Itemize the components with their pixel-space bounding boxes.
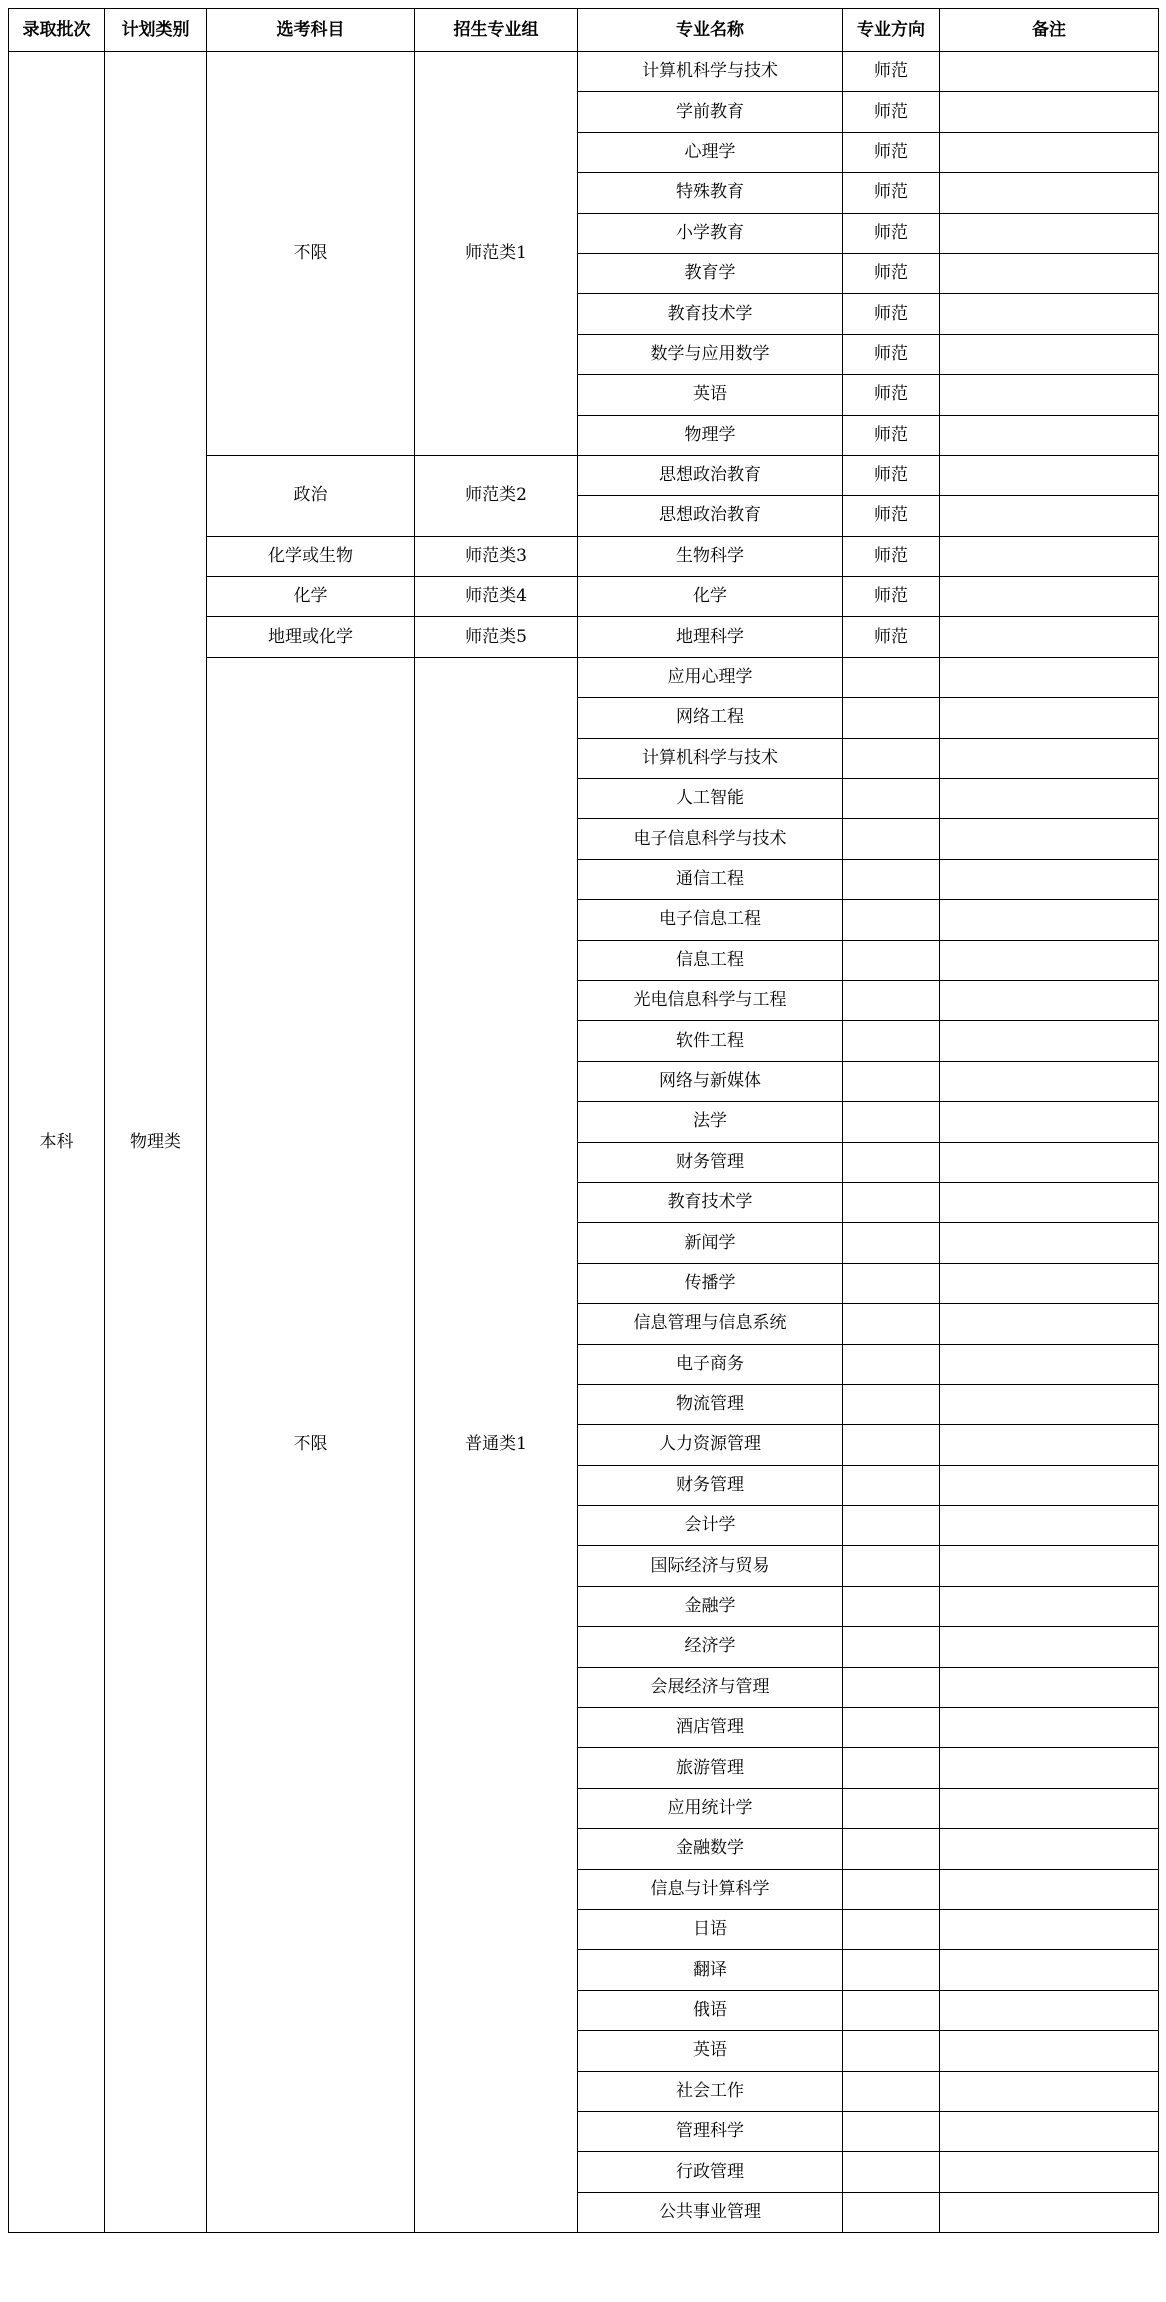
major-name-cell: 教育技术学 [578,1182,843,1222]
group-cell: 师范类2 [415,455,578,536]
plan-type-cell: 物理类 [105,52,207,2233]
note-cell [940,1506,1159,1546]
major-name-cell: 应用统计学 [578,1788,843,1828]
note-cell [940,213,1159,253]
note-cell [940,173,1159,213]
note-cell [940,1829,1159,1869]
major-name-cell: 法学 [578,1102,843,1142]
major-name-cell: 信息管理与信息系统 [578,1304,843,1344]
major-name-cell: 心理学 [578,132,843,172]
major-name-cell: 传播学 [578,1263,843,1303]
major-name-cell: 通信工程 [578,859,843,899]
note-cell [940,1182,1159,1222]
direction-cell [843,1182,940,1222]
direction-cell [843,1142,940,1182]
direction-cell [843,859,940,899]
note-cell [940,1627,1159,1667]
direction-cell [843,1586,940,1626]
direction-cell [843,1344,940,1384]
major-name-cell: 小学教育 [578,213,843,253]
major-name-cell: 行政管理 [578,2152,843,2192]
subject-cell: 化学或生物 [207,536,415,576]
group-cell: 师范类1 [415,52,578,456]
note-cell [940,1304,1159,1344]
direction-cell [843,819,940,859]
note-cell [940,577,1159,617]
note-cell [940,940,1159,980]
major-name-cell: 信息工程 [578,940,843,980]
note-cell [940,2031,1159,2071]
major-name-cell: 酒店管理 [578,1708,843,1748]
note-cell [940,2071,1159,2111]
header-note: 备注 [940,9,1159,52]
subject-cell: 政治 [207,455,415,536]
direction-cell [843,1829,940,1869]
note-cell [940,1546,1159,1586]
note-cell [940,92,1159,132]
note-cell [940,617,1159,657]
major-name-cell: 教育技术学 [578,294,843,334]
header-plan-type: 计划类别 [105,9,207,52]
major-name-cell: 电子信息科学与技术 [578,819,843,859]
direction-cell [843,940,940,980]
direction-cell [843,1465,940,1505]
direction-cell [843,779,940,819]
major-name-cell: 财务管理 [578,1142,843,1182]
major-name-cell: 光电信息科学与工程 [578,980,843,1020]
direction-cell [843,738,940,778]
major-name-cell: 英语 [578,375,843,415]
direction-cell: 师范 [843,536,940,576]
note-cell [940,2152,1159,2192]
major-name-cell: 公共事业管理 [578,2192,843,2232]
major-name-cell: 思想政治教育 [578,455,843,495]
major-name-cell: 学前教育 [578,92,843,132]
group-cell: 师范类4 [415,577,578,617]
major-name-cell: 思想政治教育 [578,496,843,536]
direction-cell: 师范 [843,496,940,536]
note-cell [940,132,1159,172]
note-cell [940,253,1159,293]
major-name-cell: 计算机科学与技术 [578,52,843,92]
note-cell [940,1142,1159,1182]
major-name-cell: 软件工程 [578,1021,843,1061]
major-name-cell: 应用心理学 [578,657,843,697]
header-direction: 专业方向 [843,9,940,52]
direction-cell: 师范 [843,253,940,293]
note-cell [940,2111,1159,2151]
header-subject: 选考科目 [207,9,415,52]
major-name-cell: 计算机科学与技术 [578,738,843,778]
batch-cell: 本科 [9,52,105,2233]
header-major: 专业名称 [578,9,843,52]
direction-cell [843,1667,940,1707]
note-cell [940,455,1159,495]
major-name-cell: 会计学 [578,1506,843,1546]
direction-cell: 师范 [843,52,940,92]
note-cell [940,738,1159,778]
major-name-cell: 人工智能 [578,779,843,819]
direction-cell [843,1061,940,1101]
note-cell [940,980,1159,1020]
note-cell [940,415,1159,455]
direction-cell: 师范 [843,213,940,253]
note-cell [940,779,1159,819]
direction-cell [843,2071,940,2111]
note-cell [940,1708,1159,1748]
major-name-cell: 物流管理 [578,1384,843,1424]
note-cell [940,294,1159,334]
note-cell [940,1465,1159,1505]
note-cell [940,1788,1159,1828]
direction-cell [843,698,940,738]
note-cell [940,1384,1159,1424]
group-cell: 师范类5 [415,617,578,657]
major-name-cell: 教育学 [578,253,843,293]
subject-cell: 不限 [207,52,415,456]
note-cell [940,496,1159,536]
direction-cell: 师范 [843,617,940,657]
major-name-cell: 经济学 [578,1627,843,1667]
major-name-cell: 管理科学 [578,2111,843,2151]
major-name-cell: 网络工程 [578,698,843,738]
note-cell [940,1667,1159,1707]
direction-cell [843,1546,940,1586]
table-header [9,9,1159,52]
header-batch: 录取批次 [9,9,105,52]
major-name-cell: 地理科学 [578,617,843,657]
direction-cell [843,980,940,1020]
subject-cell: 地理或化学 [207,617,415,657]
major-name-cell: 新闻学 [578,1223,843,1263]
subject-cell: 化学 [207,577,415,617]
direction-cell [843,2192,940,2232]
note-cell [940,1909,1159,1949]
direction-cell: 师范 [843,455,940,495]
direction-cell [843,1263,940,1303]
direction-cell [843,900,940,940]
direction-cell: 师范 [843,132,940,172]
major-name-cell: 日语 [578,1909,843,1949]
major-name-cell: 电子信息工程 [578,900,843,940]
direction-cell [843,1708,940,1748]
note-cell [940,1425,1159,1465]
direction-cell [843,1384,940,1424]
direction-cell: 师范 [843,577,940,617]
note-cell [940,1223,1159,1263]
major-name-cell: 化学 [578,577,843,617]
major-name-cell: 英语 [578,2031,843,2071]
direction-cell [843,1304,940,1344]
note-cell [940,375,1159,415]
note-cell [940,1869,1159,1909]
direction-cell [843,1102,940,1142]
major-name-cell: 俄语 [578,1990,843,2030]
direction-cell [843,1950,940,1990]
group-cell: 师范类3 [415,536,578,576]
direction-cell [843,1869,940,1909]
note-cell [940,52,1159,92]
direction-cell: 师范 [843,375,940,415]
direction-cell [843,1425,940,1465]
major-name-cell: 信息与计算科学 [578,1869,843,1909]
major-name-cell: 旅游管理 [578,1748,843,1788]
subject-cell: 不限 [207,657,415,2232]
major-name-cell: 特殊教育 [578,173,843,213]
header-row [9,9,1159,52]
note-cell [940,334,1159,374]
direction-cell [843,1909,940,1949]
admissions-table [8,8,1159,2233]
note-cell [940,698,1159,738]
direction-cell [843,1748,940,1788]
note-cell [940,1950,1159,1990]
major-name-cell: 电子商务 [578,1344,843,1384]
direction-cell: 师范 [843,415,940,455]
direction-cell [843,1990,940,2030]
note-cell [940,536,1159,576]
direction-cell [843,2111,940,2151]
major-name-cell: 人力资源管理 [578,1425,843,1465]
note-cell [940,1586,1159,1626]
note-cell [940,657,1159,697]
note-cell [940,819,1159,859]
note-cell [940,859,1159,899]
note-cell [940,1061,1159,1101]
direction-cell [843,657,940,697]
direction-cell: 师范 [843,294,940,334]
major-name-cell: 生物科学 [578,536,843,576]
direction-cell: 师范 [843,173,940,213]
note-cell [940,1990,1159,2030]
note-cell [940,1748,1159,1788]
note-cell [940,2192,1159,2232]
note-cell [940,1263,1159,1303]
major-name-cell: 国际经济与贸易 [578,1546,843,1586]
direction-cell [843,2152,940,2192]
note-cell [940,1102,1159,1142]
direction-cell [843,1627,940,1667]
major-name-cell: 翻译 [578,1950,843,1990]
header-group: 招生专业组 [415,9,578,52]
direction-cell [843,1788,940,1828]
direction-cell: 师范 [843,334,940,374]
major-name-cell: 金融数学 [578,1829,843,1869]
direction-cell: 师范 [843,92,940,132]
major-name-cell: 社会工作 [578,2071,843,2111]
note-cell [940,1344,1159,1384]
direction-cell [843,2031,940,2071]
major-name-cell: 金融学 [578,1586,843,1626]
major-name-cell: 会展经济与管理 [578,1667,843,1707]
group-cell: 普通类1 [415,657,578,2232]
direction-cell [843,1506,940,1546]
major-name-cell: 财务管理 [578,1465,843,1505]
table-row [9,52,1159,92]
note-cell [940,900,1159,940]
major-name-cell: 网络与新媒体 [578,1061,843,1101]
table-body [9,52,1159,2233]
direction-cell [843,1223,940,1263]
major-name-cell: 数学与应用数学 [578,334,843,374]
note-cell [940,1021,1159,1061]
major-name-cell: 物理学 [578,415,843,455]
direction-cell [843,1021,940,1061]
